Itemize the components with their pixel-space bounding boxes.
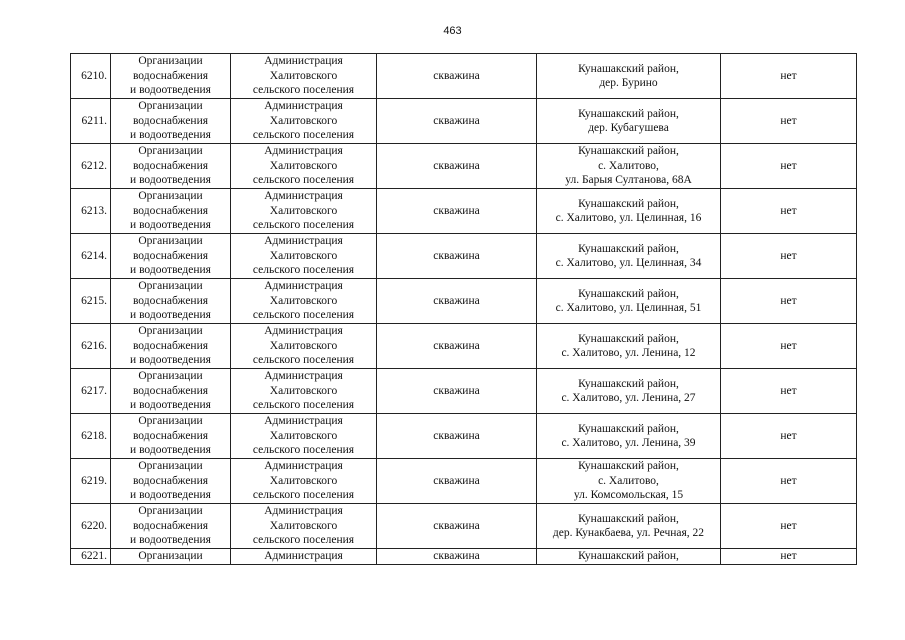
flag-cell: нет [721, 279, 857, 324]
admin-line: Халитовского [269, 69, 338, 82]
row-number: 6221. [71, 549, 111, 565]
admin-line: Халитовского [269, 294, 338, 307]
address-line: с. Халитово, ул. Ленина, 12 [561, 347, 696, 359]
admin-line: Халитовского [269, 429, 338, 442]
admin-cell [231, 99, 377, 144]
address-line: Кунашакский район, [578, 197, 679, 210]
org-line: Организации [138, 325, 203, 338]
type-cell: скважина [377, 324, 537, 369]
org-cell [111, 504, 231, 549]
org-cell [111, 279, 231, 324]
row-number: 6217. [71, 369, 111, 414]
address-line: Кунашакский район, [578, 62, 679, 75]
type-cell: скважина [377, 189, 537, 234]
table-row [71, 504, 857, 549]
table-row [71, 279, 857, 324]
row-number: 6212. [71, 144, 111, 189]
page-number: 463 [443, 25, 462, 37]
admin-line: Администрация [264, 415, 343, 428]
admin-cell [231, 324, 377, 369]
address-cell [537, 234, 721, 279]
org-line: водоснабжения [132, 204, 209, 217]
org-line: и водоотведения [130, 534, 211, 547]
org-cell [111, 414, 231, 459]
type-cell: скважина [377, 234, 537, 279]
row-number: 6216. [71, 324, 111, 369]
address-line: дер. Кунакбаева, ул. Речная, 22 [552, 527, 705, 539]
address-line: с. Халитово, [598, 159, 659, 172]
admin-cell [231, 54, 377, 99]
table-row [71, 189, 857, 234]
flag-cell: нет [721, 324, 857, 369]
org-line: Организации [138, 505, 203, 518]
admin-line: Халитовского [269, 204, 338, 217]
org-line: и водоотведения [130, 399, 211, 412]
table-row [71, 414, 857, 459]
type-cell: скважина [377, 504, 537, 549]
admin-line: Администрация [264, 505, 343, 518]
admin-line: Администрация [264, 145, 343, 158]
type-cell: скважина [377, 549, 537, 565]
admin-line: Администрация [264, 55, 343, 68]
org-line: водоснабжения [132, 294, 209, 307]
address-cell [537, 504, 721, 549]
admin-line: Администрация [264, 190, 343, 203]
admin-cell [231, 504, 377, 549]
org-line: и водоотведения [130, 309, 211, 322]
row-number: 6215. [71, 279, 111, 324]
admin-line: Халитовского [269, 474, 338, 487]
admin-line: Администрация [264, 100, 343, 113]
org-line: и водоотведения [130, 219, 211, 232]
table-body [71, 54, 857, 565]
org-line: водоснабжения [132, 249, 209, 262]
address-line: с. Халитово, ул. Целинная, 34 [555, 257, 702, 269]
address-line: дер. Кубагушева [588, 122, 669, 134]
table-row [71, 459, 857, 504]
admin-cell [231, 234, 377, 279]
org-cell [111, 369, 231, 414]
type-cell: скважина [377, 369, 537, 414]
org-line: водоснабжения [132, 474, 209, 487]
org-line: и водоотведения [130, 444, 211, 457]
address-line: ул. Комсомольская, 15 [573, 489, 684, 502]
admin-cell [231, 279, 377, 324]
org-cell [111, 54, 231, 99]
type-cell: скважина [377, 459, 537, 504]
address-line: с. Халитово, [598, 474, 659, 487]
org-line: Организации [138, 280, 203, 293]
address-cell [537, 144, 721, 189]
org-line: водоснабжения [132, 69, 209, 82]
table-row [71, 324, 857, 369]
table-row-partial [71, 549, 857, 565]
org-line: водоснабжения [132, 519, 209, 532]
admin-line: Халитовского [269, 384, 338, 397]
address-cell [537, 324, 721, 369]
admin-cell [231, 414, 377, 459]
row-number: 6211. [71, 99, 111, 144]
admin-cell [231, 189, 377, 234]
address-line: дер. Бурино [599, 77, 658, 89]
row-number: 6214. [71, 234, 111, 279]
org-line: Организации [138, 190, 203, 203]
type-cell: скважина [377, 414, 537, 459]
admin-line: Администрация [264, 280, 343, 293]
address-line: Кунашакский район, [578, 287, 679, 300]
admin-cell [231, 144, 377, 189]
address-line: ул. Барыя Султанова, 68А [565, 174, 692, 187]
org-cell [111, 189, 231, 234]
org-line: водоснабжения [132, 159, 209, 172]
admin-line: Халитовского [269, 519, 338, 532]
address-line: Кунашакский район, [578, 332, 679, 345]
org-cell [111, 234, 231, 279]
admin-cell [231, 369, 377, 414]
admin-line: сельского поселения [252, 489, 355, 502]
table-row [71, 144, 857, 189]
org-line: и водоотведения [130, 129, 211, 142]
row-number: 6210. [71, 54, 111, 99]
address-line: с. Халитово, ул. Ленина, 39 [561, 437, 696, 449]
org-line: Организации [138, 415, 203, 428]
org-cell [111, 144, 231, 189]
flag-cell: нет [721, 99, 857, 144]
flag-cell: нет [721, 144, 857, 189]
admin-line: Администрация [264, 235, 343, 248]
table-row [71, 54, 857, 99]
org-line: Организации [138, 145, 203, 158]
flag-cell: нет [721, 414, 857, 459]
flag-cell: нет [721, 369, 857, 414]
admin-line: сельского поселения [252, 174, 355, 187]
admin-cell: Администрация [231, 549, 377, 565]
org-line: и водоотведения [130, 84, 211, 97]
admin-line: сельского поселения [252, 444, 355, 457]
type-cell: скважина [377, 54, 537, 99]
admin-line: Администрация [264, 325, 343, 338]
org-line: Организации [138, 370, 203, 383]
row-number: 6213. [71, 189, 111, 234]
type-cell: скважина [377, 144, 537, 189]
address-line: Кунашакский район, [578, 242, 679, 255]
address-cell [537, 459, 721, 504]
org-line: водоснабжения [132, 339, 209, 352]
admin-line: Администрация [264, 460, 343, 473]
org-cell: Организации [111, 549, 231, 565]
address-cell [537, 99, 721, 144]
address-line: с. Халитово, ул. Целинная, 16 [555, 212, 702, 224]
admin-line: Халитовского [269, 114, 338, 127]
flag-cell: нет [721, 549, 857, 565]
org-line: Организации [138, 100, 203, 113]
org-line: и водоотведения [130, 174, 211, 187]
address-line: Кунашакский район, [578, 422, 679, 435]
admin-line: Администрация [264, 370, 343, 383]
admin-line: Халитовского [269, 339, 338, 352]
org-cell [111, 324, 231, 369]
admin-line: Халитовского [269, 159, 338, 172]
address-line: Кунашакский район, [578, 512, 679, 525]
org-line: и водоотведения [130, 489, 211, 502]
org-line: и водоотведения [130, 354, 211, 367]
address-cell: Кунашакский район, [537, 549, 721, 565]
address-line: с. Халитово, ул. Ленина, 27 [561, 392, 696, 404]
address-line: с. Халитово, ул. Целинная, 51 [555, 302, 702, 314]
address-cell [537, 414, 721, 459]
flag-cell: нет [721, 459, 857, 504]
row-number: 6219. [71, 459, 111, 504]
row-number: 6220. [71, 504, 111, 549]
flag-cell: нет [721, 504, 857, 549]
admin-cell [231, 459, 377, 504]
org-cell [111, 99, 231, 144]
address-cell [537, 279, 721, 324]
type-cell: скважина [377, 279, 537, 324]
admin-line: сельского поселения [252, 354, 355, 367]
org-line: Организации [138, 460, 203, 473]
org-line: водоснабжения [132, 384, 209, 397]
address-cell [537, 54, 721, 99]
org-cell [111, 459, 231, 504]
type-cell: скважина [377, 99, 537, 144]
org-line: Организации [138, 235, 203, 248]
flag-cell: нет [721, 189, 857, 234]
org-line: и водоотведения [130, 264, 211, 277]
admin-line: сельского поселения [252, 129, 355, 142]
flag-cell: нет [721, 234, 857, 279]
table-row [71, 234, 857, 279]
address-line: Кунашакский район, [578, 377, 679, 390]
admin-line: сельского поселения [252, 534, 355, 547]
admin-line: сельского поселения [252, 264, 355, 277]
registry-table [70, 53, 857, 565]
address-line: Кунашакский район, [578, 107, 679, 120]
address-cell [537, 189, 721, 234]
flag-cell: нет [721, 54, 857, 99]
address-line: Кунашакский район, [578, 145, 679, 158]
admin-line: сельского поселения [252, 309, 355, 322]
org-line: водоснабжения [132, 114, 209, 127]
table-row [71, 99, 857, 144]
org-line: водоснабжения [132, 429, 209, 442]
admin-line: сельского поселения [252, 84, 355, 97]
admin-line: сельского поселения [252, 219, 355, 232]
address-cell [537, 369, 721, 414]
admin-line: Халитовского [269, 249, 338, 262]
org-line: Организации [138, 55, 203, 68]
row-number: 6218. [71, 414, 111, 459]
admin-line: сельского поселения [252, 399, 355, 412]
table-row [71, 369, 857, 414]
address-line: Кунашакский район, [578, 460, 679, 473]
